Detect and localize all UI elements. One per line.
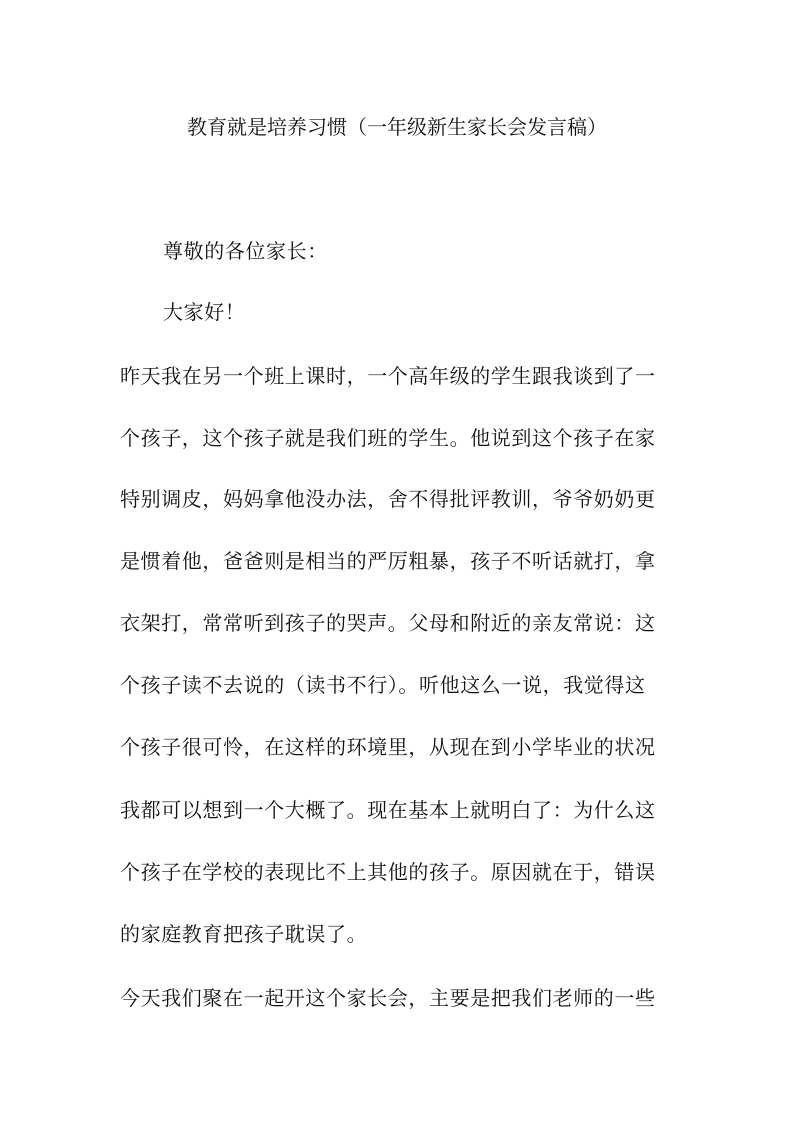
paragraph-line: 个孩子在学校的表现比不上其他的孩子。原因就在于，错误	[120, 860, 656, 884]
paragraph-line: 我都可以想到一个大概了。现在基本上就明白了：为什么这	[120, 798, 656, 822]
paragraph-line: 今天我们聚在一起开这个家长会，主要是把我们老师的一些	[120, 986, 656, 1010]
paragraph-line: 昨天我在另一个班上课时，一个高年级的学生跟我谈到了一	[120, 364, 656, 388]
paragraph-line: 是惯着他，爸爸则是相当的严厉粗暴，孩子不听话就打，拿	[120, 549, 656, 573]
paragraph-line: 个孩子很可怜，在这样的环境里，从现在到小学毕业的状况	[120, 735, 656, 759]
paragraph-line: 衣架打，常常听到孩子的哭声。父母和附近的亲友常说：这	[120, 611, 656, 635]
paragraph-line: 个孩子读不去说的（读书不行）。听他这么一说，我觉得这	[120, 673, 646, 697]
paragraph-line: 个孩子，这个孩子就是我们班的学生。他说到这个孩子在家	[120, 426, 656, 450]
paragraph-line: 的家庭教育把孩子耽误了。	[120, 922, 368, 946]
salutation: 尊敬的各位家长：	[163, 239, 328, 263]
greeting: 大家好！	[163, 300, 246, 324]
document-title: 教育就是培养习惯（一年级新生家长会发言稿）	[187, 115, 607, 139]
paragraph-line: 特别调皮，妈妈拿他没办法，舍不得批评教训，爷爷奶奶更	[120, 487, 656, 511]
